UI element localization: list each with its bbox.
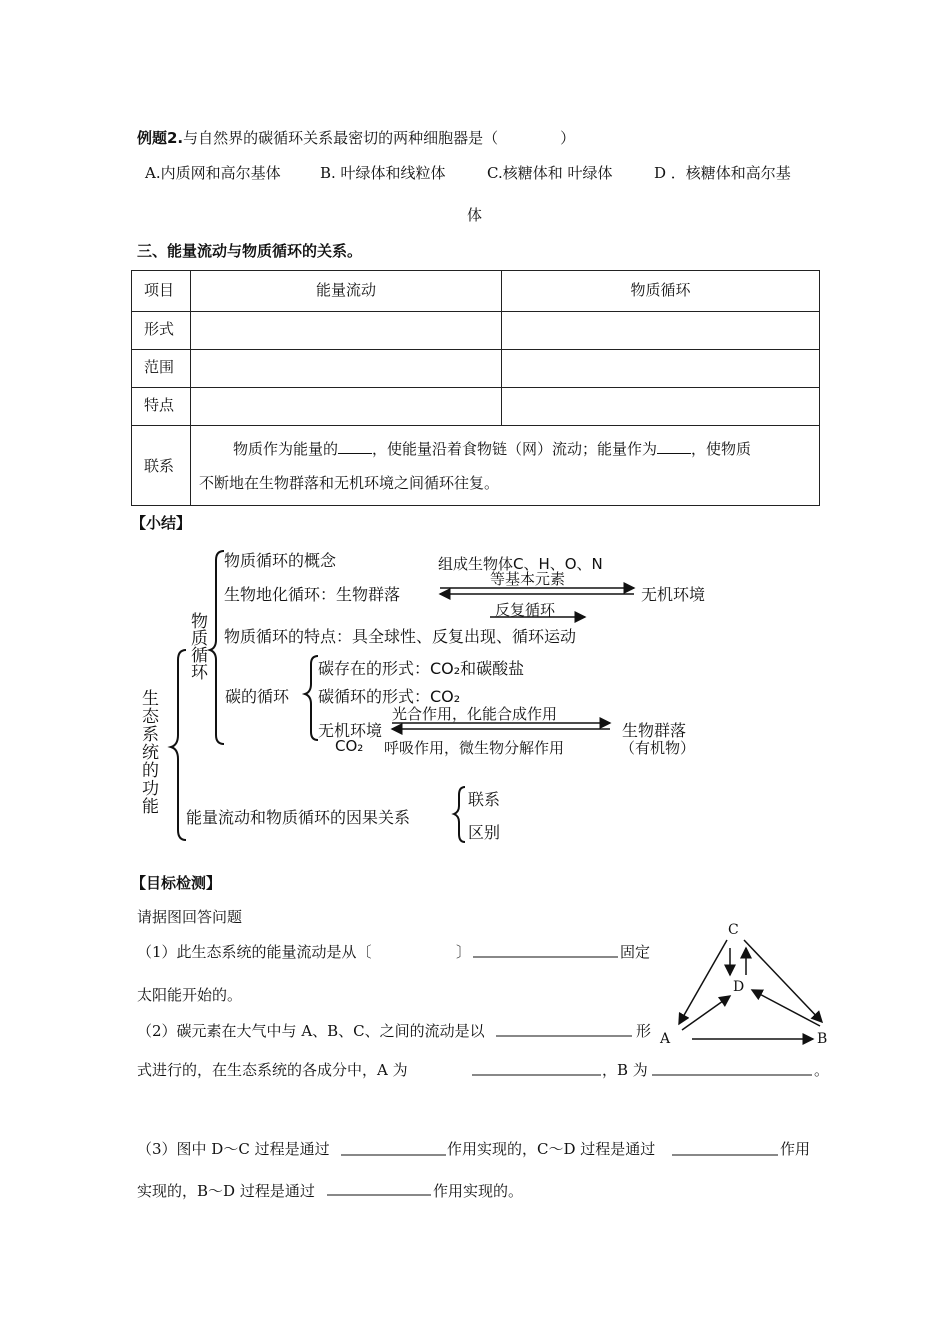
q1-text-c: 固定 <box>620 943 651 961</box>
section3-heading: 三、能量流动与物质循环的关系。 <box>137 242 363 260</box>
q2-text-a: （2）碳元素在大气中与 A、B、C、之间的流动是以 <box>137 1022 485 1040</box>
elements-bottom: 等基本元素 <box>490 570 566 588</box>
option-a: A.内质网和高尔基体 <box>145 164 281 182</box>
option-c: C.核糖体和 叶绿体 <box>487 164 613 182</box>
fig-arrow-c-a <box>679 940 727 1024</box>
carbon-cycle-form-label: 碳循环的形式：CO₂ <box>318 687 461 706</box>
relation-diff: 区别 <box>468 823 501 842</box>
link-text-4: 不断地在生物群落和无机环境之间循环往复。 <box>199 474 500 492</box>
concept-label: 物质循环的概念 <box>224 551 337 570</box>
fig-arrow-a-d <box>682 996 730 1030</box>
q2-text-c: 式进行的，在生态系统的各成分中，A 为 <box>137 1061 408 1079</box>
header-energy: 能量流动 <box>191 271 502 312</box>
repeat-label: 反复循环 <box>495 601 556 619</box>
fig-label-d: D <box>733 979 745 995</box>
row-label-feature: 特点 <box>132 388 191 426</box>
example2-label: 例题2. <box>137 129 184 147</box>
fig-label-b: B <box>817 1031 828 1047</box>
fig-arrow-b-d <box>752 990 820 1026</box>
root-brace <box>171 650 186 840</box>
header-matter: 物质循环 <box>502 271 820 312</box>
relation-brace <box>454 787 465 842</box>
example2-paren-close: ） <box>560 129 576 147</box>
header-item: 项目 <box>132 271 191 312</box>
resp-label: 呼吸作用，微生物分解作用 <box>384 739 565 757</box>
carbon-cycle-label: 碳的循环 <box>225 687 290 706</box>
photo-label: 光合作用，化能合成作用 <box>392 705 558 723</box>
link-text-1: 物质作为能量的 <box>233 440 339 458</box>
q3-text-c: 作用 <box>780 1140 811 1158</box>
elements-top: 组成生物体C、H、O、N <box>438 555 603 573</box>
biogeo-label: 生物地化循环：生物群落 <box>224 585 401 604</box>
check-prompt: 请据图回答问题 <box>137 908 243 926</box>
inorganic-env-label: 无机环境 <box>318 721 383 740</box>
q1-text-a: （1）此生态系统的能量流动是从〔 <box>137 943 372 961</box>
summary-heading: 【小结】 <box>131 514 192 532</box>
relation-link: 联系 <box>468 790 501 809</box>
example2-stem: 与自然界的碳循环关系最密切的两种细胞器是（ <box>183 129 499 147</box>
row-label-form: 形式 <box>132 312 191 350</box>
q1-text-d: 太阳能开始的。 <box>137 986 243 1004</box>
q3-text-b: 作用实现的，C～D 过程是通过 <box>447 1140 656 1158</box>
row-label-link: 联系 <box>132 426 191 506</box>
relation-label: 能量流动和物质循环的因果关系 <box>186 808 411 827</box>
matter-brace <box>210 551 224 744</box>
link-text-2: ，使能量沿着食物链（网）流动；能量作为 <box>372 440 658 458</box>
fig-label-a: A <box>660 1031 671 1047</box>
q2-text-b: 形 <box>636 1022 652 1040</box>
option-b: B. 叶绿体和线粒体 <box>320 164 446 182</box>
check-heading: 【目标检测】 <box>131 874 222 892</box>
q2-text-d: ，B 为 <box>602 1061 648 1079</box>
features-label: 物质循环的特点：具全球性、反复出现、循环运动 <box>224 627 577 646</box>
row-label-range: 范围 <box>132 350 191 388</box>
q2-text-e: 。 <box>814 1061 830 1079</box>
organic-label: （有机物） <box>620 739 696 757</box>
q3-text-a: （3）图中 D～C 过程是通过 <box>137 1140 330 1158</box>
carbon-form-label: 碳存在的形式：CO₂和碳酸盐 <box>318 659 525 678</box>
matter-cycle-label: 物质循环 <box>191 612 208 683</box>
link-text-3: ，使物质 <box>691 440 752 458</box>
q1-text-b: 〕 <box>456 943 472 961</box>
inorganic-label: 无机环境 <box>641 585 706 604</box>
fig-arrow-c-b <box>744 940 822 1022</box>
co2-label: CO₂ <box>335 737 364 755</box>
root-label: 生态系统的功能 <box>142 689 159 817</box>
q3-text-e: 作用实现的。 <box>433 1182 524 1200</box>
community-label: 生物群落 <box>622 721 687 740</box>
carbon-brace <box>305 656 318 740</box>
q3-text-d: 实现的，B～D 过程是通过 <box>137 1182 315 1200</box>
option-d: D ．核糖体和高尔基 <box>654 164 791 182</box>
fig-label-c: C <box>728 922 739 938</box>
option-d-wrap: 体 <box>467 206 483 224</box>
